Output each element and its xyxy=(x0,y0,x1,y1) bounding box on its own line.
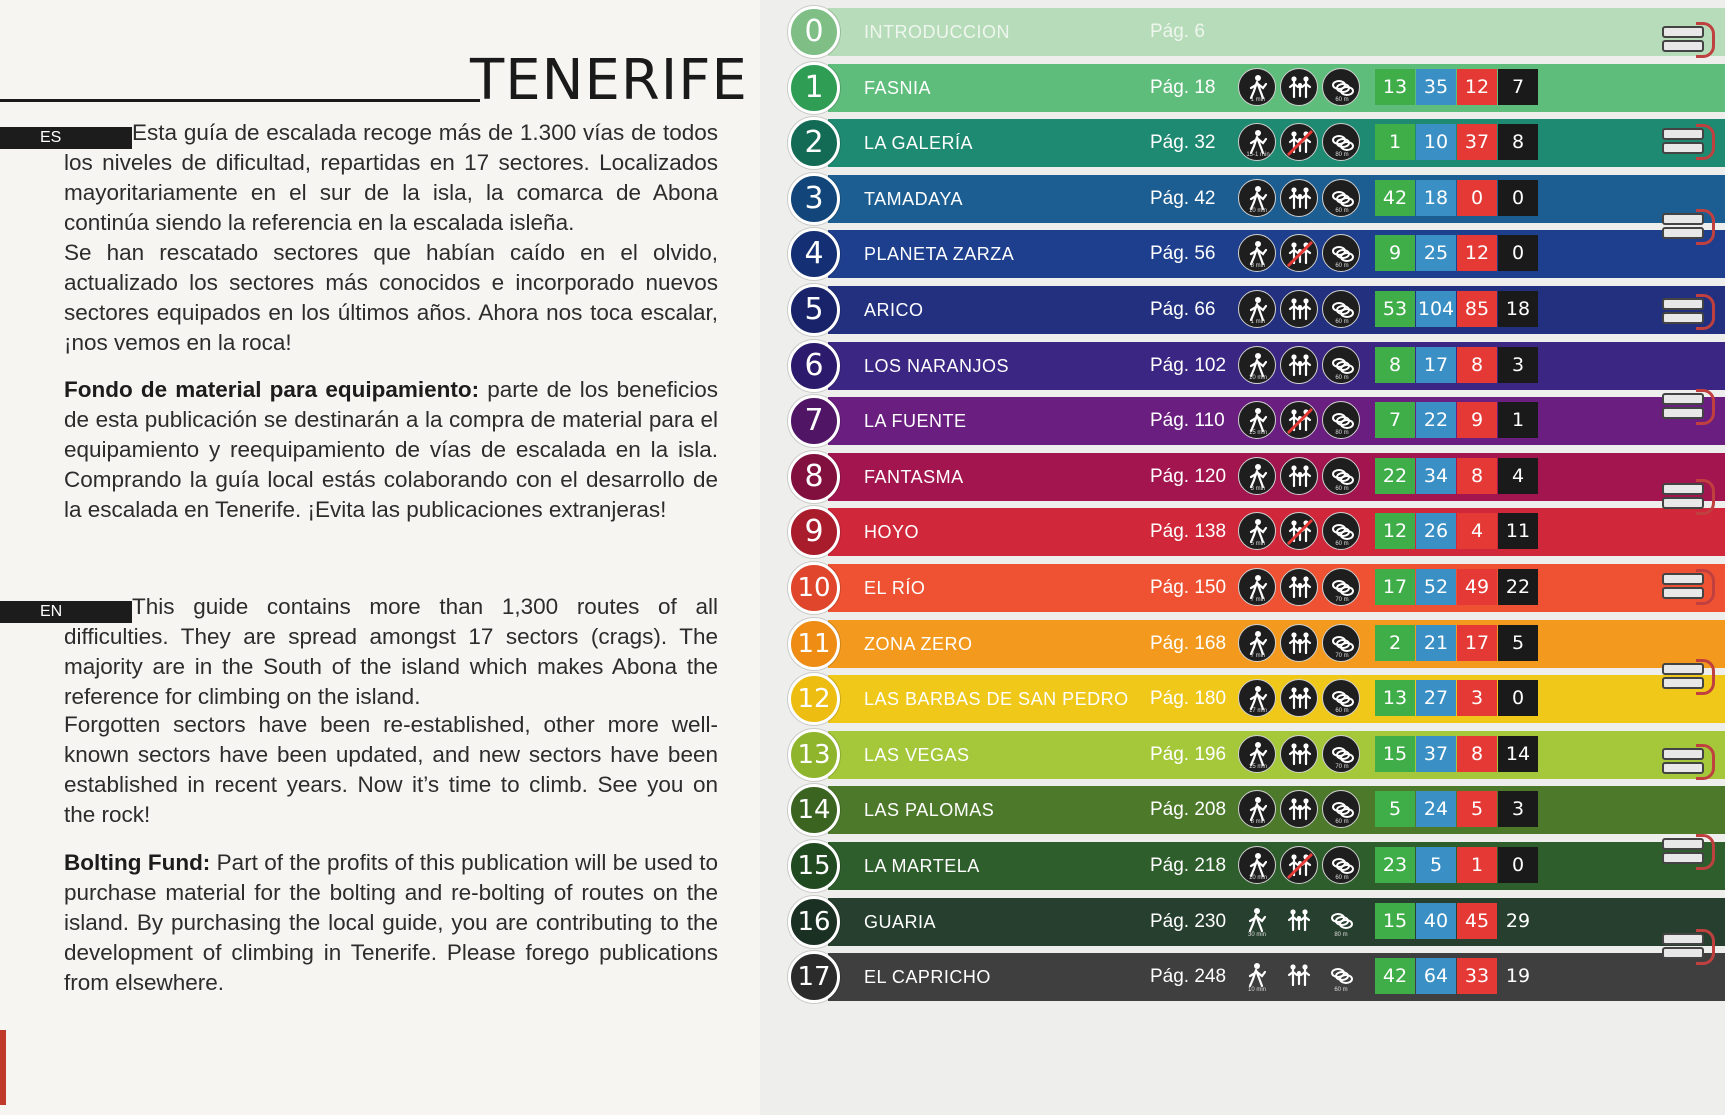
left-page xyxy=(0,0,760,1115)
sector-row[interactable] xyxy=(788,340,1725,392)
approach-time: 15 min xyxy=(1248,763,1267,770)
grade-count-green: 13 xyxy=(1375,69,1415,105)
sector-number-badge: 4 xyxy=(788,228,840,280)
sector-row[interactable] xyxy=(788,618,1725,670)
rope-length: 60 m xyxy=(1335,708,1349,715)
approach-hiker-icon xyxy=(1238,346,1276,384)
sector-name: HOYO xyxy=(864,522,920,543)
approach-time: 10 min xyxy=(1247,987,1266,994)
grade-count-red: 0 xyxy=(1457,180,1497,216)
sector-name: LAS PALOMAS xyxy=(864,800,995,821)
grade-count-blue: 64 xyxy=(1416,958,1456,994)
approach-time: 15 min xyxy=(1248,430,1267,437)
grade-count-green: 7 xyxy=(1375,402,1415,438)
family-friendly-icon xyxy=(1280,735,1318,773)
lang-tag-es: ES xyxy=(0,127,132,149)
grade-count-red: 49 xyxy=(1457,569,1497,605)
grade-count-red: 33 xyxy=(1457,958,1497,994)
rope-length: 80 m xyxy=(1335,430,1349,437)
grade-count-green: 12 xyxy=(1375,513,1415,549)
approach-hiker-icon xyxy=(1238,846,1276,884)
sector-name: INTRODUCCION xyxy=(864,22,1010,42)
sector-page-ref: Pág. 32 xyxy=(1150,132,1216,154)
approach-hiker-icon xyxy=(1238,957,1276,995)
grade-count-blue: 24 xyxy=(1416,791,1456,827)
sector-number-badge: 13 xyxy=(788,729,840,781)
sector-row[interactable] xyxy=(788,673,1725,725)
grade-count-blue: 37 xyxy=(1416,736,1456,772)
grade-count-green: 13 xyxy=(1375,680,1415,716)
es-fund-paragraph xyxy=(64,375,718,525)
approach-time: 10 min xyxy=(1248,207,1267,214)
grade-count-red: 85 xyxy=(1457,291,1497,327)
spiral-binding-ring xyxy=(1658,205,1722,245)
not-family-friendly-icon xyxy=(1280,234,1318,272)
family-friendly-icon xyxy=(1280,624,1318,662)
rope-length-icon xyxy=(1322,679,1360,717)
family-friendly-icon xyxy=(1280,290,1318,328)
rope-length-icon xyxy=(1322,234,1360,272)
grade-count-black: 0 xyxy=(1498,680,1538,716)
approach-hiker-icon xyxy=(1238,123,1276,161)
sector-page-ref: Pág. 218 xyxy=(1150,855,1227,876)
spiral-binding-ring xyxy=(1658,740,1722,780)
sector-row[interactable] xyxy=(788,6,1725,58)
approach-time: 17 min xyxy=(1248,708,1267,715)
grade-count-green: 15 xyxy=(1375,736,1415,772)
sector-name: ZONA ZERO xyxy=(864,633,973,654)
sector-name: LAS VEGAS xyxy=(864,744,970,765)
sector-number-badge: 14 xyxy=(788,784,840,836)
grade-count-red: 17 xyxy=(1457,625,1497,661)
approach-time: 8 min xyxy=(1250,263,1266,270)
family-friendly-icon xyxy=(1280,568,1318,606)
grade-count-green: 23 xyxy=(1375,847,1415,883)
en-paragraph-1-text: This guide contains more than 1,300 routes of all difficulties. They are spread amongst 17 sectors (crags). The majority are in the South of the island which makes Abona the reference for climbing on the island. xyxy=(64,594,718,709)
family-friendly-icon xyxy=(1280,957,1318,995)
family-friendly-icon xyxy=(1280,457,1318,495)
sector-page-ref: Pág. 180 xyxy=(1150,688,1227,710)
rope-length-icon xyxy=(1322,735,1360,773)
rope-length-icon xyxy=(1322,957,1360,995)
grade-count-red: 5 xyxy=(1457,791,1497,827)
sector-page-ref: Pág. 42 xyxy=(1150,187,1216,209)
sector-page-ref: Pág. 102 xyxy=(1150,354,1227,376)
sector-page-ref: Pág. 230 xyxy=(1150,910,1227,932)
grade-count-red: 37 xyxy=(1457,124,1497,160)
grade-count-black: 19 xyxy=(1505,965,1531,988)
es-paragraph-1-text: Esta guía de escalada recoge más de 1.300 vías de todos los niveles de dificultad, repartidas en 17 sectores. Localizados mayoritariamente en el sur de la isla, la comarca de Abona continúa siendo la referencia en la escalada isleña. xyxy=(64,120,718,235)
grade-count-black: 18 xyxy=(1498,291,1538,327)
es-fund-text: parte de los beneficios de esta publicación se destinarán a la compra de material para el equipamiento y reequipamiento de vías de escalada en la isla. Comprando la guía local estás colaborando con el desarrollo de la escalada en Tenerife. ¡Evita las publicaciones extranjeras! xyxy=(64,377,718,522)
spiral-binding-ring xyxy=(1658,925,1722,965)
grade-count-green: 8 xyxy=(1375,347,1415,383)
rope-length-icon xyxy=(1322,624,1360,662)
rope-length-icon xyxy=(1322,790,1360,828)
grade-count-blue: 40 xyxy=(1416,903,1456,939)
grade-count-green: 17 xyxy=(1375,569,1415,605)
sector-number-badge: 17 xyxy=(788,951,840,1003)
spiral-binding-ring xyxy=(1658,385,1722,425)
grade-count-blue: 17 xyxy=(1416,347,1456,383)
grade-count-red: 12 xyxy=(1457,69,1497,105)
grade-count-blue: 34 xyxy=(1416,458,1456,494)
rope-length: 60 m xyxy=(1334,987,1348,994)
sector-page-ref: Pág. 110 xyxy=(1150,410,1225,432)
sector-row[interactable] xyxy=(788,562,1725,614)
grade-count-black: 5 xyxy=(1498,625,1538,661)
grade-count-red: 12 xyxy=(1457,235,1497,271)
approach-time: 3 min xyxy=(1250,485,1266,492)
rope-length: 60 m xyxy=(1335,485,1349,492)
sector-name: GUARIA xyxy=(864,911,937,932)
grade-count-green: 2 xyxy=(1375,625,1415,661)
grade-count-red: 1 xyxy=(1457,847,1497,883)
approach-time: 1 min xyxy=(1250,96,1266,103)
grade-count-red: 4 xyxy=(1457,513,1497,549)
rope-length: 60 m xyxy=(1335,819,1349,826)
grade-count-black: 0 xyxy=(1498,235,1538,271)
rope-length-icon xyxy=(1322,123,1360,161)
sector-row[interactable] xyxy=(788,395,1725,447)
grade-count-green: 53 xyxy=(1375,291,1415,327)
grade-count-blue: 35 xyxy=(1416,69,1456,105)
rope-length-icon xyxy=(1322,512,1360,550)
rope-length: 60 m xyxy=(1335,374,1349,381)
sector-number-badge: 1 xyxy=(788,62,840,114)
grade-count-green: 22 xyxy=(1375,458,1415,494)
sector-page-ref: Pág. 150 xyxy=(1150,577,1227,598)
not-family-friendly-icon xyxy=(1280,123,1318,161)
rope-length-icon xyxy=(1322,902,1360,940)
en-paragraph-2: Forgotten sectors have been re-established, other more well-known sectors have been updated, and new sectors have been established in recent years. Now it’s time to climb. See you on the rock! xyxy=(64,712,718,827)
family-friendly-icon xyxy=(1280,790,1318,828)
sector-row[interactable] xyxy=(788,284,1725,336)
sector-number-badge: 6 xyxy=(788,340,840,392)
approach-hiker-icon xyxy=(1238,790,1276,828)
grade-count-blue: 18 xyxy=(1416,180,1456,216)
grade-count-black: 7 xyxy=(1498,69,1538,105)
sector-number-badge: 8 xyxy=(788,451,840,503)
approach-hiker-icon xyxy=(1238,290,1276,328)
rope-length-icon xyxy=(1322,568,1360,606)
rope-length: 70 m xyxy=(1335,763,1349,770)
spiral-binding-ring xyxy=(1658,830,1722,870)
rope-length: 60 m xyxy=(1335,319,1349,325)
approach-hiker-icon xyxy=(1238,735,1276,773)
page-edge xyxy=(0,1030,6,1105)
sector-name: LAS BARBAS DE SAN PEDRO xyxy=(864,689,1129,710)
es-paragraph-2: Se han rescatado sectores que habían caído en el olvido, actualizado los sectores más conocidos e incorporado nuevos sectores equipados en los últimos años. Ahora nos toca escalar, ¡nos vemos en la roca! xyxy=(64,240,718,355)
sector-page-ref: Pág. 248 xyxy=(1150,966,1227,988)
not-family-friendly-icon xyxy=(1280,512,1318,550)
rope-length: 60 m xyxy=(1335,263,1349,270)
sector-number-badge: 0 xyxy=(788,6,840,58)
sector-row[interactable] xyxy=(788,951,1725,1003)
sector-row[interactable] xyxy=(788,729,1725,781)
sector-name: LOS NARANJOS xyxy=(864,355,1010,376)
en-fund-text: Part of the profits of this publication will be used to purchase material for the bolting and re-bolting of routes on the island. By purchasing the local guide, you are contributing to the development of climbing in Tenerife. Please forego publications from elsewhere. xyxy=(64,850,718,995)
family-friendly-icon xyxy=(1280,902,1318,940)
approach-hiker-icon xyxy=(1238,624,1276,662)
sector-name: ARICO xyxy=(864,300,924,320)
approach-time: 7 min xyxy=(1250,597,1266,603)
rope-length: 70 m xyxy=(1335,597,1349,603)
sector-number-badge: 7 xyxy=(788,395,840,447)
approach-time: 5 min xyxy=(1250,541,1266,548)
sector-name: EL CAPRICHO xyxy=(864,967,991,988)
sector-row[interactable] xyxy=(788,451,1725,503)
rope-length: 60 m xyxy=(1335,541,1349,548)
not-family-friendly-icon xyxy=(1280,846,1318,884)
sector-row[interactable] xyxy=(788,506,1725,558)
sector-row[interactable] xyxy=(788,62,1725,114)
sector-number-badge: 15 xyxy=(788,840,840,892)
sector-number-badge: 12 xyxy=(788,673,840,725)
family-friendly-icon xyxy=(1280,68,1318,106)
grade-count-green: 1 xyxy=(1375,124,1415,160)
sector-number-badge: 9 xyxy=(788,506,840,558)
sector-number-badge: 16 xyxy=(788,896,840,948)
sector-number-badge: 2 xyxy=(788,117,840,169)
sector-name: FANTASMA xyxy=(864,466,964,487)
sector-page-ref: Pág. 6 xyxy=(1150,21,1205,42)
approach-hiker-icon xyxy=(1238,512,1276,550)
sector-page-ref: Pág. 66 xyxy=(1150,299,1216,320)
title-rule xyxy=(0,99,480,102)
grade-count-blue: 104 xyxy=(1416,291,1456,327)
rope-length: 60 m xyxy=(1335,207,1349,214)
sector-page-ref: Pág. 18 xyxy=(1150,76,1216,98)
rope-length: 70 m xyxy=(1335,652,1349,659)
sector-page-ref: Pág. 168 xyxy=(1150,632,1227,654)
sector-number-badge: 3 xyxy=(788,173,840,225)
grade-count-blue: 52 xyxy=(1416,569,1456,605)
grade-count-blue: 21 xyxy=(1416,625,1456,661)
sector-page-ref: Pág. 208 xyxy=(1150,799,1227,821)
grade-count-black: 29 xyxy=(1505,909,1531,932)
approach-hiker-icon xyxy=(1238,179,1276,217)
rope-length-icon xyxy=(1322,346,1360,384)
grade-count-green: 5 xyxy=(1375,791,1415,827)
lang-tag-en: EN xyxy=(0,601,132,623)
approach-time: 1 min xyxy=(1250,319,1266,325)
grade-count-blue: 10 xyxy=(1416,124,1456,160)
sector-number-badge: 11 xyxy=(788,618,840,670)
grade-count-green: 42 xyxy=(1375,180,1415,216)
approach-time: 30 min xyxy=(1247,931,1266,938)
spiral-binding-ring xyxy=(1658,18,1722,58)
approach-hiker-icon xyxy=(1238,902,1276,940)
page-title: TENERIFE xyxy=(470,48,748,113)
approach-hiker-icon xyxy=(1238,457,1276,495)
rope-length-icon xyxy=(1322,457,1360,495)
sector-number-badge: 10 xyxy=(788,562,840,614)
sector-number-badge: 5 xyxy=(788,284,840,336)
approach-hiker-icon xyxy=(1238,679,1276,717)
grade-count-blue: 26 xyxy=(1416,513,1456,549)
sector-name: LA MARTELA xyxy=(864,856,980,876)
grade-count-red: 45 xyxy=(1457,903,1497,939)
sector-page-ref: Pág. 138 xyxy=(1150,521,1227,543)
rope-length: 60 m xyxy=(1335,875,1349,881)
approach-time: 10 min xyxy=(1248,374,1267,381)
sector-bar xyxy=(828,898,1725,946)
grade-count-green: 15 xyxy=(1375,903,1415,939)
grade-count-black: 11 xyxy=(1498,513,1538,549)
grade-count-black: 4 xyxy=(1498,458,1538,494)
spiral-binding-ring xyxy=(1658,565,1722,605)
not-family-friendly-icon xyxy=(1280,401,1318,439)
grade-count-red: 8 xyxy=(1457,736,1497,772)
grade-count-black: 14 xyxy=(1498,736,1538,772)
rope-length: 80 m xyxy=(1334,931,1348,938)
sector-page-ref: Pág. 56 xyxy=(1150,243,1216,265)
sector-page-ref: Pág. 196 xyxy=(1150,743,1227,765)
sector-name: TAMADAYA xyxy=(864,188,964,209)
grade-count-green: 42 xyxy=(1375,958,1415,994)
family-friendly-icon xyxy=(1280,346,1318,384)
sector-name: FASNIA xyxy=(864,77,932,98)
sector-row[interactable] xyxy=(788,840,1725,892)
grade-count-blue: 22 xyxy=(1416,402,1456,438)
rope-length-icon xyxy=(1322,290,1360,328)
rope-length: 60 m xyxy=(1335,96,1349,103)
grade-count-green: 9 xyxy=(1375,235,1415,271)
es-fund-label: Fondo de material para equipamiento: xyxy=(64,377,480,402)
sector-row[interactable] xyxy=(788,173,1725,225)
grade-count-blue: 5 xyxy=(1416,847,1456,883)
en-fund-label: Bolting Fund: xyxy=(64,850,211,875)
spiral-binding-ring xyxy=(1658,290,1722,330)
rope-length: 80 m xyxy=(1335,152,1349,159)
approach-time: 8 min xyxy=(1250,819,1266,826)
grade-count-black: 1 xyxy=(1498,402,1538,438)
spiral-binding-ring xyxy=(1658,655,1722,695)
grade-count-red: 8 xyxy=(1457,347,1497,383)
approach-hiker-icon xyxy=(1238,68,1276,106)
grade-count-black: 3 xyxy=(1498,347,1538,383)
family-friendly-icon xyxy=(1280,179,1318,217)
sector-name: PLANETA ZARZA xyxy=(864,244,1015,265)
rope-length-icon xyxy=(1322,179,1360,217)
es-paragraph-1 xyxy=(64,118,718,238)
approach-time: 7 min xyxy=(1250,652,1266,659)
approach-hiker-icon xyxy=(1238,568,1276,606)
sector-page-ref: Pág. 120 xyxy=(1150,465,1227,487)
en-fund-paragraph xyxy=(64,848,718,998)
approach-hiker-icon xyxy=(1238,401,1276,439)
approach-time: 15-1 min xyxy=(1246,152,1270,159)
grade-count-red: 8 xyxy=(1457,458,1497,494)
grade-count-red: 3 xyxy=(1457,680,1497,716)
grade-count-black: 22 xyxy=(1498,569,1538,605)
spiral-binding-ring xyxy=(1658,475,1722,515)
grade-count-blue: 25 xyxy=(1416,235,1456,271)
grade-count-black: 3 xyxy=(1498,791,1538,827)
rope-length-icon xyxy=(1322,68,1360,106)
sector-name: LA GALERÍA xyxy=(864,133,974,154)
sector-name: EL RÍO xyxy=(864,578,926,598)
sector-row[interactable] xyxy=(788,896,1725,948)
sector-row[interactable] xyxy=(788,228,1725,280)
sector-row[interactable] xyxy=(788,117,1725,169)
approach-hiker-icon xyxy=(1238,234,1276,272)
spiral-binding-ring xyxy=(1658,120,1722,160)
approach-time: 10 min xyxy=(1248,875,1267,881)
rope-length-icon xyxy=(1322,846,1360,884)
grade-count-black: 0 xyxy=(1498,847,1538,883)
sector-row[interactable] xyxy=(788,784,1725,836)
grade-count-black: 0 xyxy=(1498,180,1538,216)
en-paragraph-1 xyxy=(64,592,718,712)
grade-count-black: 8 xyxy=(1498,124,1538,160)
sector-name: LA FUENTE xyxy=(864,411,967,432)
family-friendly-icon xyxy=(1280,679,1318,717)
rope-length-icon xyxy=(1322,401,1360,439)
grade-count-red: 9 xyxy=(1457,402,1497,438)
grade-count-blue: 27 xyxy=(1416,680,1456,716)
